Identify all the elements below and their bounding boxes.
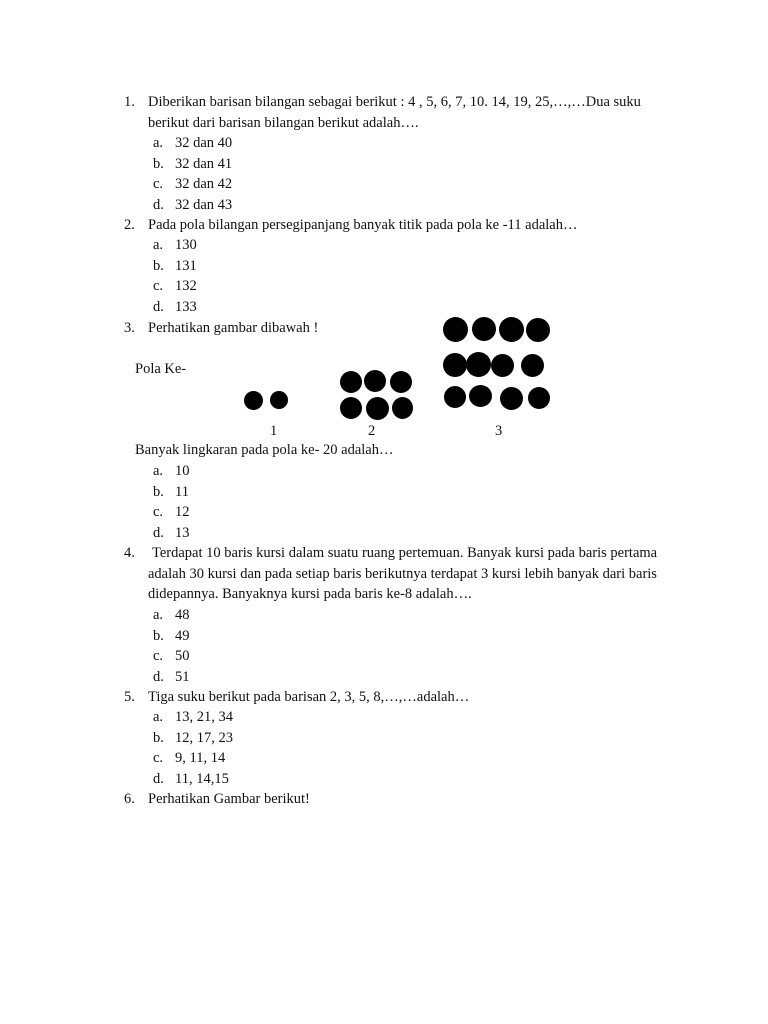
pattern-label-1: 1 [270,423,278,439]
question-2 [124,215,684,236]
question-number: 2. [124,217,135,233]
option-b: b. 131 [153,257,197,274]
option-c: c. 50 [153,648,190,665]
circle-dot [528,387,550,409]
option-b: b. 32 dan 41 [153,155,233,172]
question-5 [124,687,684,708]
circle-dot [444,386,466,408]
pattern-label-3: 3 [495,423,503,439]
options-2 [153,235,197,317]
question-number: 4. [124,545,135,561]
circle-dot [500,387,523,410]
options-3 [153,461,190,543]
question-6 [124,789,684,810]
question-text: Tiga suku berikut pada barisan 2, 3, 5, 8,…,…adalah… [148,689,470,705]
option-d: d. 11, 14,15 [153,770,229,787]
circle-dot [392,397,413,419]
circle-dot [472,317,496,341]
circle-dot [366,397,389,420]
question-stem: Banyak lingkaran pada pola ke- 20 adalah… [135,442,394,458]
option-c: c. 132 [153,278,197,295]
option-d: d. 13 [153,524,190,541]
question-text: Diberikan barisan bilangan sebagai berikut : 4 , 5, 6, 7, 10. 14, 19, 25,…,…Dua suku berikut dari barisan bilangan berikut adalah…. [148,94,641,131]
option-b: b. 49 [153,627,190,644]
option-c: c. 9, 11, 14 [153,750,226,767]
circle-dot [390,371,412,393]
option-d: d. 51 [153,668,190,685]
option-a: a. 10 [153,463,190,479]
option-b: b. 11 [153,483,189,500]
circle-dot [443,353,467,377]
question-text: Terdapat 10 baris kursi dalam suatu ruang pertemuan. Banyak kursi pada baris pertama adalah 30 kursi dan pada setiap baris berikutnya terdapat 3 kursi lebih banyak dari baris didepannya. Banyaknya kursi pada baris ke-8 adalah…. [148,545,658,603]
question-number: 6. [124,791,135,807]
option-c: c. 12 [153,504,190,521]
circle-dot [491,354,514,377]
pola-label: Pola Ke- [135,361,187,377]
pattern-label-2: 2 [368,423,376,439]
circle-dot [469,385,492,407]
circle-dot [270,391,288,409]
question-1 [124,92,684,133]
circle-dot [340,397,362,419]
circle-dot [466,352,491,377]
option-a: a. 48 [153,607,190,623]
question-number: 5. [124,689,135,705]
question-text: Perhatikan Gambar berikut! [148,791,310,807]
circle-dot [499,317,524,342]
question-number: 3. [124,320,135,336]
circle-dot [521,354,544,377]
question-number: 1. [124,94,135,110]
option-a: a. 13, 21, 34 [153,709,233,725]
circle-dot [526,318,550,342]
option-a: a. 32 dan 40 [153,135,233,151]
circle-dot [340,371,362,393]
option-d: d. 32 dan 43 [153,196,233,213]
circle-dot [364,370,386,392]
option-d: d. 133 [153,298,197,315]
question-4 [124,543,684,605]
circle-dot [443,317,468,342]
options-4 [153,605,190,687]
question-text: Pada pola bilangan persegipanjang banyak titik pada pola ke -11 adalah… [148,217,578,233]
option-a: a. 130 [153,237,197,253]
circle-dot [244,391,263,410]
question-text: Perhatikan gambar dibawah ! [148,320,319,336]
options-1 [153,133,232,215]
options-5 [153,707,233,789]
option-b: b. 12, 17, 23 [153,729,233,746]
option-c: c. 32 dan 42 [153,176,233,193]
question-3 [124,318,684,339]
